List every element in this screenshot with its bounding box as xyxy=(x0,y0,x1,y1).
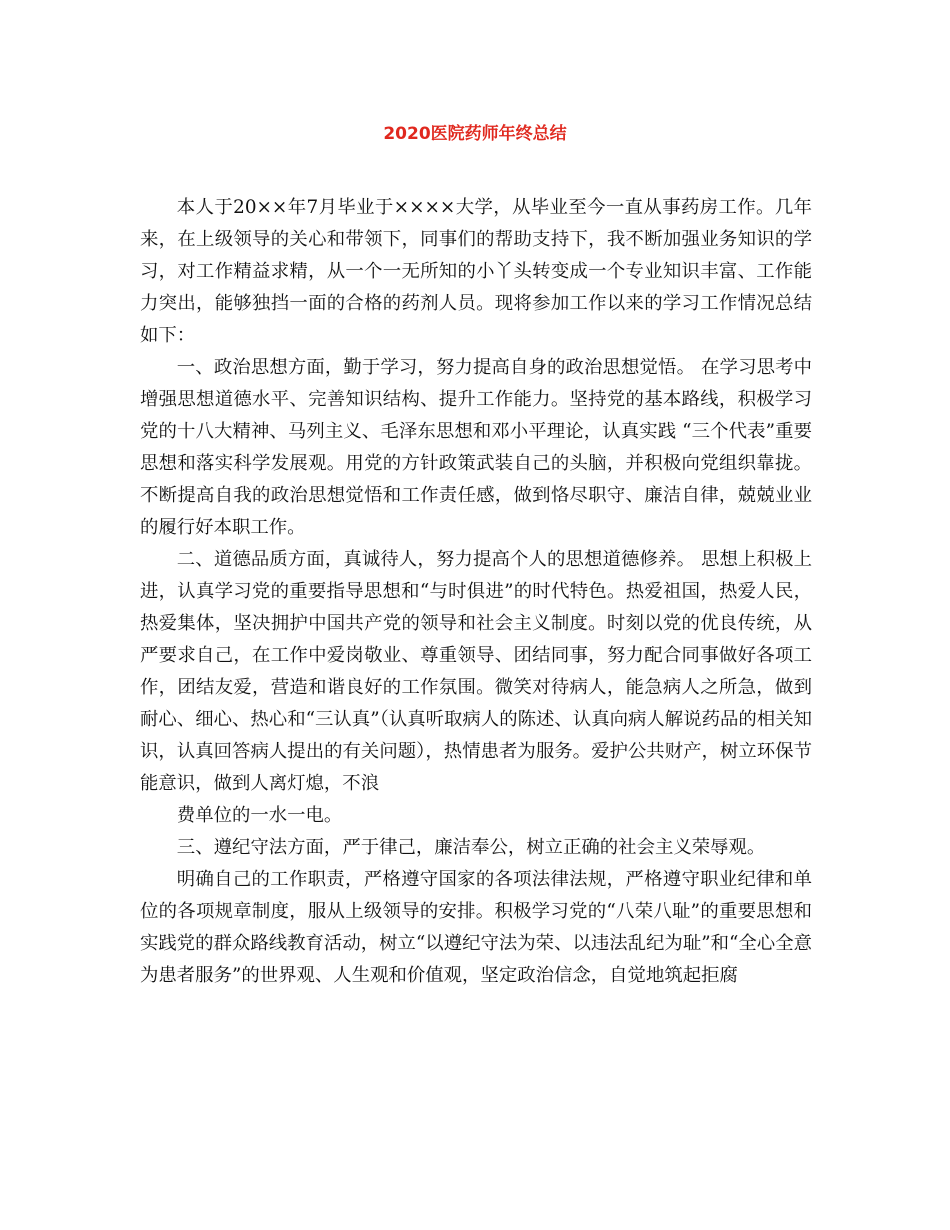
document-title: 2020医院药师年终总结 xyxy=(383,124,567,144)
paragraph-law: 明确自己的工作职责，严格遵守国家的各项法律法规，严格遵守职业纪律和单位的各项规章制度，服从上级领导的安排。积极学习党的“八荣八耻”的重要思想和实践党的群众路线教育活动，树立“以遵纪守法为荣、以违法乱纪为耻”和“全心全意为患者服务”的世界观、人生观和价值观，坚定政治信念，自觉地筑起拒腐 xyxy=(140,869,812,986)
document-body xyxy=(140,192,812,992)
paragraph-political: 一、政治思想方面，勤于学习，努力提高自身的政治思想觉悟。 在学习思考中增强思想道德水平、完善知识结构、提升工作能力。坚持党的基本路线，积极学习党的十八大精神、马列主义、毛泽东思想和邓小平理论，认真实践 “三个代表”重要思想和落实科学发展观。用党的方针政策武装自己的头脑，并积极向党组织靠拢。不断提高自我的政治思想觉悟和工作责任感，做到恪尽职守、廉洁自律，兢兢业业的履行好本职工作。 xyxy=(140,357,812,538)
paragraph-moral-continued: 费单位的一水一电。 xyxy=(176,805,343,826)
paragraph-moral: 二、道德品质方面，真诚待人，努力提高个人的思想道德修养。 思想上积极上进，认真学习党的重要指导思想和“与时俱进”的时代特色。热爱祖国，热爱人民，热爱集体，坚决拥护中国共产党的领导和社会主义制度。时刻以党的优良传统，从严要求自己，在工作中爱岗敬业、尊重领导、团结同事，努力配合同事做好各项工作，团结友爱，营造和谐良好的工作氛围。微笑对待病人，能急病人之所急，做到耐心、细心、热心和“三认真”（认真听取病人的陈述、认真向病人解说药品的相关知识，认真回答病人提出的有关问题），热情患者为服务。爱护公共财产，树立环保节能意识，做到人离灯熄，不浪 xyxy=(140,549,812,794)
paragraph-intro: 本人于20××年7月毕业于××××大学，从毕业至今一直从事药房工作。几年来，在上级领导的关心和带领下，同事们的帮助支持下，我不断加强业务知识的学习，对工作精益求精，从一个一无所知的小丫头转变成一个专业知识丰富、工作能力突出，能够独挡一面的合格的药剂人员。现将参加工作以来的学习工作情况总结如下： xyxy=(140,197,812,346)
paragraph-law-heading: 三、遵纪守法方面，严于律己，廉洁奉公，树立正确的社会主义荣辱观。 xyxy=(176,837,766,858)
